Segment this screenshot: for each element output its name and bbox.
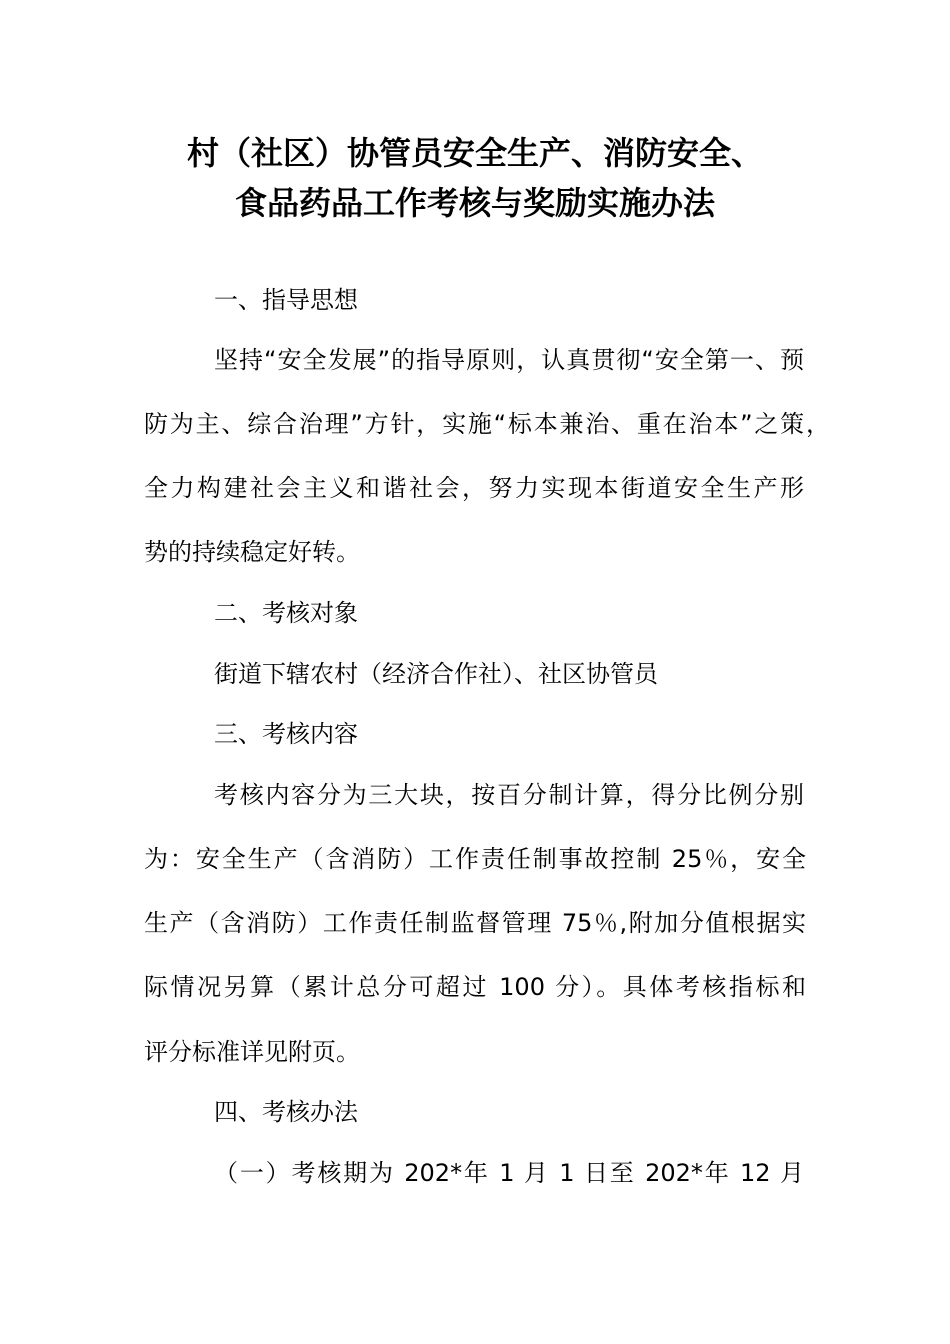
section-heading-assessment-targets: 二、考核对象 bbox=[214, 599, 358, 627]
section-heading-assessment-methods: 四、考核办法 bbox=[214, 1098, 358, 1126]
paragraph-line: 生产（含消防）工作责任制监督管理 75％,附加分值根据实 bbox=[144, 909, 806, 937]
paragraph-line: 街道下辖农村（经济合作社）、社区协管员 bbox=[214, 660, 658, 688]
section-heading-guiding-ideology: 一、指导思想 bbox=[214, 286, 358, 314]
paragraph-line: 防为主、综合治理”方针，实施“标本兼治、重在治本”之策， bbox=[144, 410, 830, 438]
paragraph-line: 为：安全生产（含消防）工作责任制事故控制 25％，安全 bbox=[144, 845, 806, 873]
paragraph-line: 际情况另算（累计总分可超过 100 分）。具体考核指标和 bbox=[144, 973, 806, 1001]
document-title-line-2: 食品药品工作考核与奖励实施办法 bbox=[234, 184, 715, 222]
paragraph-line: （一）考核期为 202*年 1 月 1 日至 202*年 12 月 bbox=[214, 1159, 804, 1187]
paragraph-line: 全力构建社会主义和谐社会，努力实现本街道安全生产形 bbox=[144, 474, 804, 502]
section-heading-assessment-content: 三、考核内容 bbox=[214, 720, 358, 748]
paragraph-line: 评分标准详见附页。 bbox=[144, 1038, 360, 1066]
paragraph-line: 考核内容分为三大块，按百分制计算，得分比例分别 bbox=[214, 781, 804, 809]
paragraph-line: 坚持“安全发展”的指导原则，认真贯彻“安全第一、预 bbox=[214, 346, 804, 374]
paragraph-line: 势的持续稳定好转。 bbox=[144, 538, 360, 566]
document-title-line-1: 村（社区）协管员安全生产、消防安全、 bbox=[186, 134, 763, 172]
